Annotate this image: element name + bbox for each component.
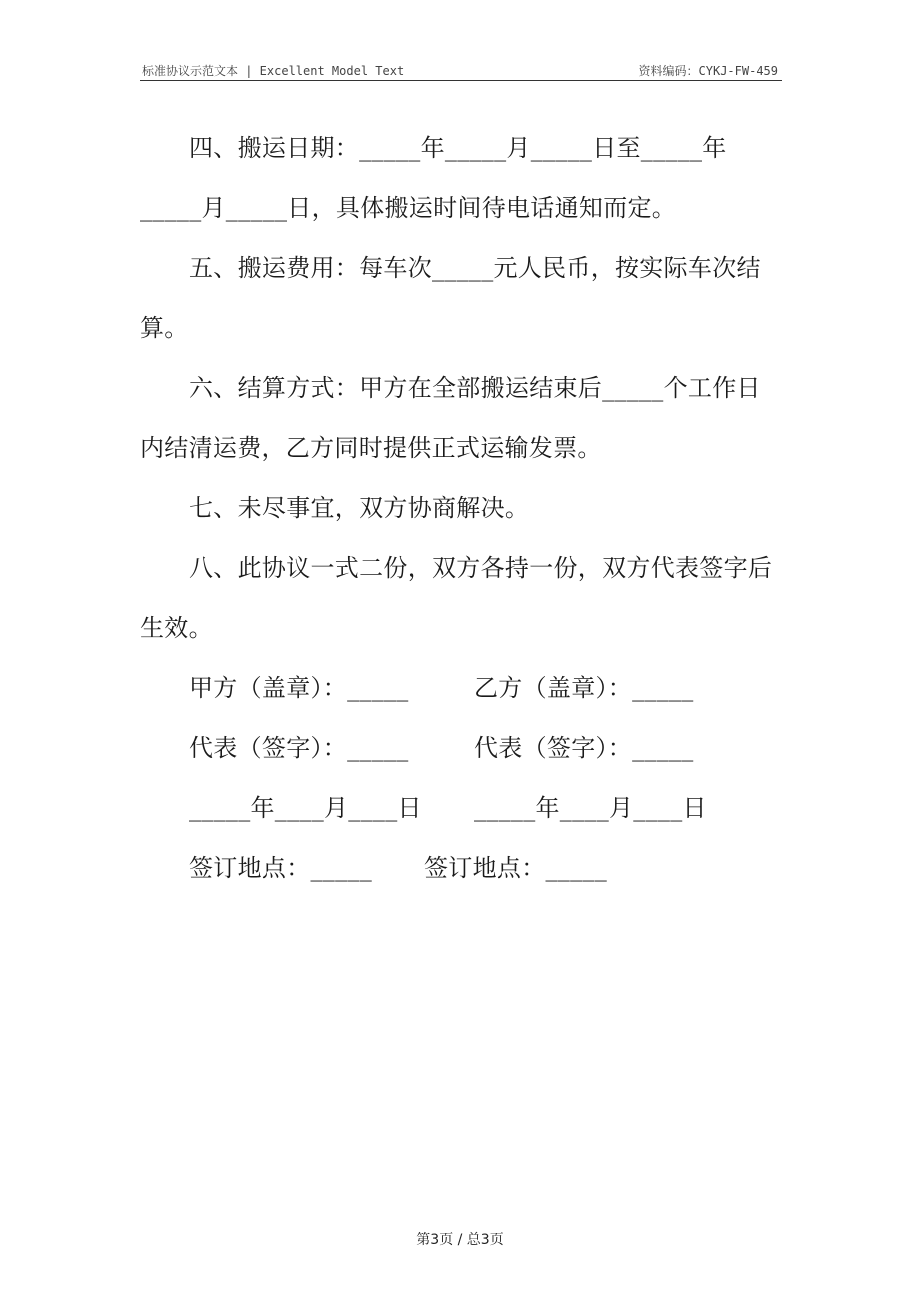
- party-a-seal-field: 甲方（盖章）：_____: [189, 674, 409, 702]
- signature-row-place: [140, 838, 780, 898]
- page-footer: [0, 1229, 920, 1249]
- document-body: [140, 118, 780, 898]
- party-b-date-field: _____年____月____日: [474, 794, 707, 822]
- party-a-place-field: 签订地点：_____: [189, 854, 372, 882]
- signature-row-date: [140, 778, 780, 838]
- clause-5-moving-fee: 五、搬运费用：每车次_____元人民币，按实际车次结算。: [140, 254, 761, 342]
- clause-4-moving-date: 四、搬运日期：_____年_____月_____日至_____年_____月_____日，具体搬运时间待电话通知而定。: [140, 134, 727, 222]
- signature-row-seal: [140, 658, 780, 718]
- page-number: 第3页 / 总3页: [416, 1232, 504, 1248]
- party-b-place-field: 签订地点：_____: [424, 854, 607, 882]
- signature-row-representative: [140, 718, 780, 778]
- page-header: [140, 61, 782, 81]
- header-title: 标准协议示范文本 | Excellent Model Text: [142, 64, 405, 78]
- clause-8-copies: 八、此协议一式二份，双方各持一份，双方代表签字后生效。: [140, 554, 773, 642]
- clause-6-settlement: 六、结算方式：甲方在全部搬运结束后_____个工作日内结清运费，乙方同时提供正式运输发票。: [140, 374, 761, 462]
- party-a-date-field: _____年____月____日: [189, 794, 422, 822]
- header-document-code: 资料编码：CYKJ-FW-459: [638, 64, 778, 78]
- party-a-representative-field: 代表（签字）：_____: [189, 734, 409, 762]
- clause-7-other-matters: 七、未尽事宜，双方协商解决。: [189, 494, 530, 522]
- party-b-seal-field: 乙方（盖章）：_____: [474, 674, 694, 702]
- party-b-representative-field: 代表（签字）：_____: [474, 734, 694, 762]
